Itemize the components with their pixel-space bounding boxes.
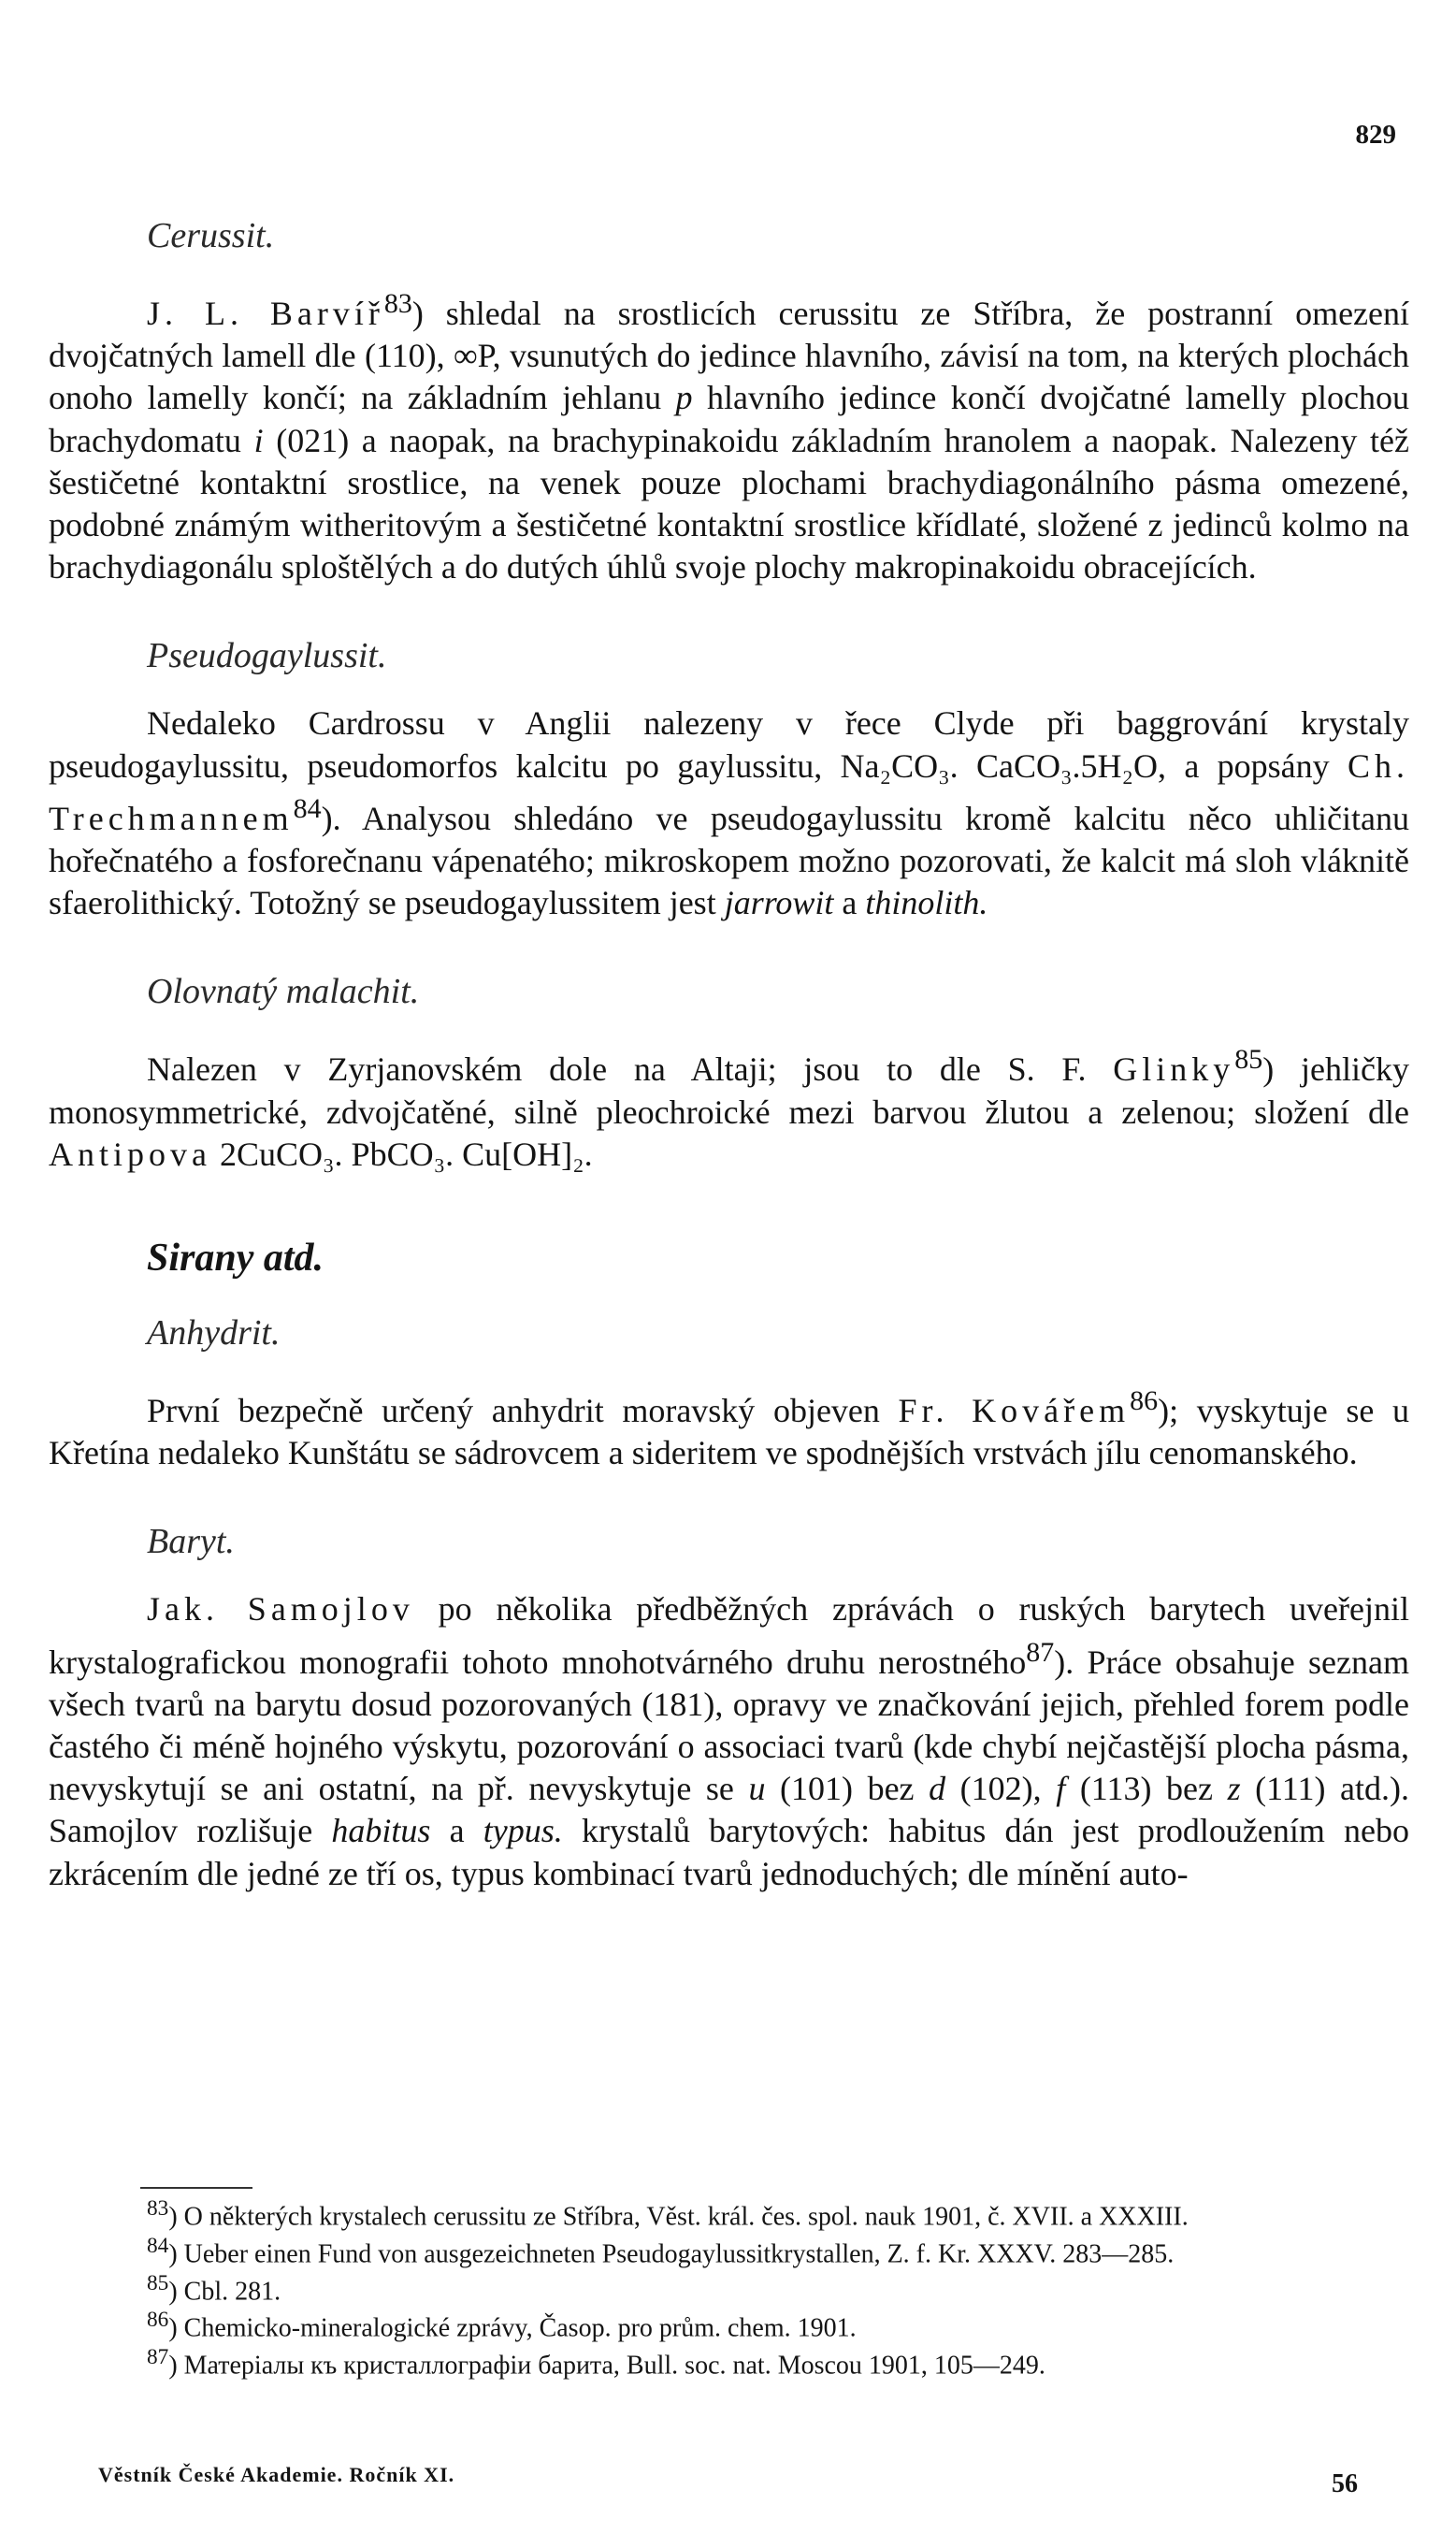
heading-anhydrit: Anhydrit. (147, 1313, 281, 1354)
section-heading-sirany: Sirany atd. (147, 1237, 324, 1281)
heading-cerussit: Cerussit. (147, 216, 275, 255)
footnote-83: $^{83}$) O některých krystalech cerussitu ze Stříbra, Věst. král. čes. spol. nauk 1901, č. XVII. a XXXIII. (147, 2196, 1189, 2232)
author-glinka: Glinky (1113, 1050, 1235, 1089)
author-trechmann: Ch. Trechmannem (49, 746, 1409, 837)
ref-85: 85 (1234, 1044, 1263, 1076)
sheet-number: 56 (1332, 2469, 1358, 2498)
journal-footer: Věstník České Akademie. Ročník XI. (98, 2463, 455, 2486)
ref-87: 87 (1026, 1636, 1055, 1668)
footnote-86: $^{86}$) Chemicko-mineralogické zprávy, Časop. pro prům. chem. 1901. (147, 2308, 857, 2343)
main-text (49, 215, 1409, 1942)
author-antipov: Antipova (49, 1135, 211, 1173)
footnotes (49, 2194, 1409, 2381)
heading-pseudogaylussit: Pseudogaylussit. (147, 636, 387, 676)
paragraph-pseudogaylussit: Nedaleko Cardrossu v Anglii nalezeny v řece Clyde při baggrování krystaly pseudogaylussitu, pseudomorfos kalcitu po gaylussitu, Na₂CO₃. CaCO₃.5H₂O, a popsány Ch. Trechmannem$^{84}$). Analysou shledáno ve pseudogaylussitu kromě kalcitu něco uhličitanu hořečnatého a fosforečnanu vápenatého; mikroskopem možno pozorovati, že kalcit má sloh vláknitě sfaerolithický. Totožný se pseudogaylussitem jest jarrowit a thinolith. (49, 704, 1409, 922)
footnote-87: $^{87}$) Матеріалы къ кристаллографіи барита, Bull. soc. nat. Moscou 1901, 105—249. (147, 2345, 1045, 2381)
footnote-separator (140, 2187, 252, 2189)
footnote-84: $^{84}$) Ueber einen Fund von ausgezeichneten Pseudogaylussitkrystallen, Z. f. Kr. XXXV. 283—285. (147, 2233, 1175, 2269)
paragraph-anhydrit: První bezpečně určený anhydrit moravský objeven Fr. Kovářem$^{86}$); vyskytuje se u Křetína nedaleko Kunštátu se sádrovcem a sideritem ve spodnějších vrstvách jílu cenomanského. (49, 1385, 1409, 1472)
author-kovar: Fr. Kovářem (898, 1392, 1131, 1430)
ref-84: 84 (293, 792, 322, 824)
paragraph-baryt: Jak. Samojlov po několika předběžných zprávách o ruských barytech uveřejnil krystalografickou monografii tohoto mnohotvárného druhu nerostného$^{87}$). Práce obsahuje seznam všech tvarů na barytu dosud pozorovaných (181), opravy ve značkování jejich, přehled forem podle častého či méně hojného výskytu, pozorování o associaci tvarů (kde chybí nejčastější plocha pásma, nevyskytují se ani ostatní, na př. nevyskytuje se u (101) bez d (102), f (113) bez z (111) atd.). Samojlov rozlišuje habitus a typus. krystalů barytových: habitus dán jest prodloužením nebo zkrácením dle jedné ze tří os, typus kombinací tvarů jednoduchých; dle mínění auto- (49, 1590, 1410, 1892)
page-number: 829 (1355, 120, 1396, 150)
author-barvir: J. L. Barvíř (147, 295, 384, 332)
heading-malachit: Olovnatý malachit. (147, 972, 420, 1012)
ref-83: 83 (383, 288, 412, 319)
heading-baryt: Baryt. (147, 1522, 235, 1562)
paragraph-malachit: Nalezen v Zyrjanovském dole na Altaji; jsou to dle S. F. Glinky$^{85}$) jehličky monosymmetrické, zdvojčatěné, silně pleochroické mezi barvou žlutou a zelenou; složení dle Antipova 2CuCO₃. PbCO₃. Cu[OH]₂. (49, 1044, 1410, 1173)
ref-86: 86 (1130, 1385, 1159, 1417)
author-samojlov: Jak. Samojlov (147, 1590, 414, 1629)
footnote-85: $^{85}$) Cbl. 281. (147, 2270, 281, 2306)
paragraph-cerussit: J. L. Barvíř$^{83}$) shledal na srostlicích cerussitu ze Stříbra, že postranní omezení dvojčatných lamell dle (110), ∞P, vsunutých do jedince hlavního, závisí na tom, na kterých plochách onoho lamelly končí; na základním jehlanu p hlavního jedince končí dvojčatné lamelly plochou brachydomatu i (021) a naopak, na brachypinakoidu základním hranolem a naopak. Nalezeny též šestičetné kontaktní srostlice, na venek pouze plochami brachydiagonálního pásma omezené, podobné známým witheritovým a šestičetné kontaktní srostlice křídlaté, složené z jedinců kolmo na brachydiagonálu sploštělých a do dutých úhlů svoje plochy makropinakoidu obracejících. (49, 288, 1410, 586)
